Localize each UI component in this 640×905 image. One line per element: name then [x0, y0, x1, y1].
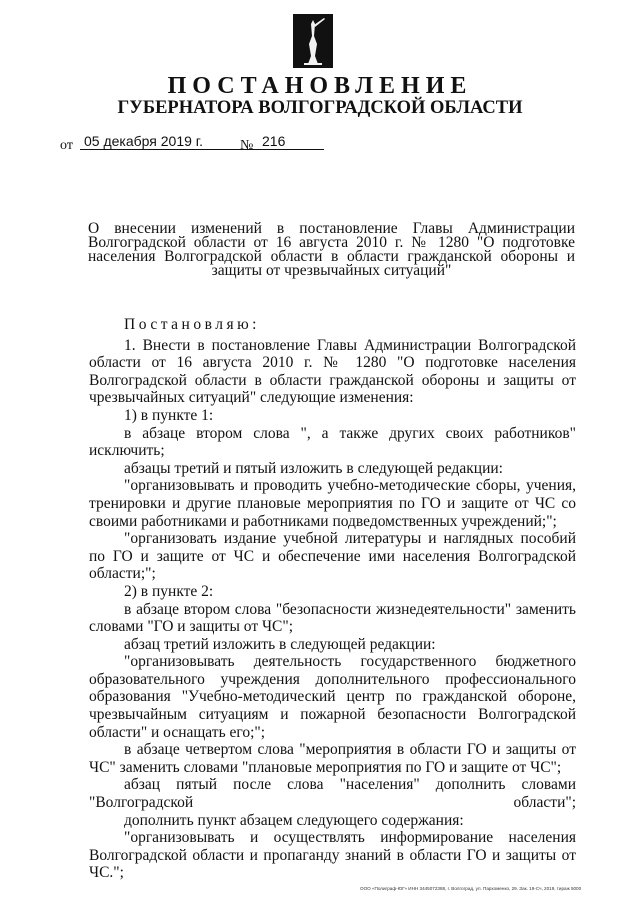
paragraph: абзац третий изложить в следующей редакции: [124, 635, 436, 653]
paragraph: "организовывать и проводить учебно-методические сборы, учения, тренировки и другие плановые мероприятия по ГО и защите от ЧС со своими работниками и работниками подведомственных учреждений;"; [89, 477, 576, 530]
paragraph: в абзаце втором слова "безопасности жизнедеятельности" заменить словами "ГО и защиты от ЧС"; [89, 600, 576, 636]
printer-imprint: ООО «Полиграф-ЮГ» ИНН 3445072388, г. Волгоград, ул. Пархоменко, 29. Зак. 19-Сч, 2019, тираж 5000 [360, 886, 582, 891]
paragraph: 1. Внести в постановление Главы Администрации Волгоградской области от 16 августа 2010 г. № 1280 "О подготовке населения Волгоградской области в области гражданской обороны и защиты от чрезвычайных ситуаций" следующие изменения: [89, 336, 576, 407]
paragraph: 2) в пункте 2: [124, 582, 214, 600]
paragraph: "организовывать деятельность государственного бюджетного образовательного учреждения дополнительного профессионального образования "Учебно-методический центр по гражданской обороне, чрезвычайным ситуациям и пожарной безопасности Волгоградской области" и оснащать его;"; [89, 653, 576, 741]
paragraph: дополнить пункт абзацем следующего содержания: [124, 811, 464, 829]
paragraph: 1) в пункте 1: [124, 406, 214, 424]
paragraph: в абзаце четвертом слова "мероприятия в области ГО и защиты от ЧС" заменить словами "плановые мероприятия по ГО и защите от ЧС"; [89, 741, 576, 776]
document-subject: О внесении изменений в постановление Главы Администрации Волгоградской области от 16 августа 2010 г. № 1280 "О подготовке населения Волгоградской области в области гражданской обороны и защиты от чрезвычайных ситуаций" [88, 220, 575, 279]
document-subtitle: ГУБЕРНАТОРА ВОЛГОГРАДСКОЙ ОБЛАСТИ [117, 98, 523, 118]
decree-word: Постановляю: [124, 316, 260, 333]
paragraph: в абзаце втором слова ", а также других своих работников" исключить; [89, 424, 576, 460]
document-number: 216 [258, 133, 324, 150]
date-prefix: от [60, 138, 73, 153]
coat-of-arms-emblem [293, 14, 333, 68]
paragraph: абзацы третий и пятый изложить в следующей редакции: [124, 459, 503, 477]
paragraph: абзац пятый после слова "населения" дополнить словами "Волгоградской области"; [89, 776, 576, 812]
number-prefix: № [240, 138, 254, 153]
paragraph: "организовывать и осуществлять информирование населения Волгоградской области и пропаганду знаний в области ГО и защиты от ЧС."; [89, 829, 576, 882]
paragraph: "организовать издание учебной литературы и наглядных пособий по ГО и защите от ЧС и обеспечение ими населения Волгоградской области;"; [89, 530, 576, 583]
document-title: ПОСТАНОВЛЕНИЕ [167, 73, 473, 99]
document-date: 05 декабря 2019 г. [80, 133, 266, 150]
date-number-line [60, 130, 620, 154]
document-body [89, 316, 576, 882]
